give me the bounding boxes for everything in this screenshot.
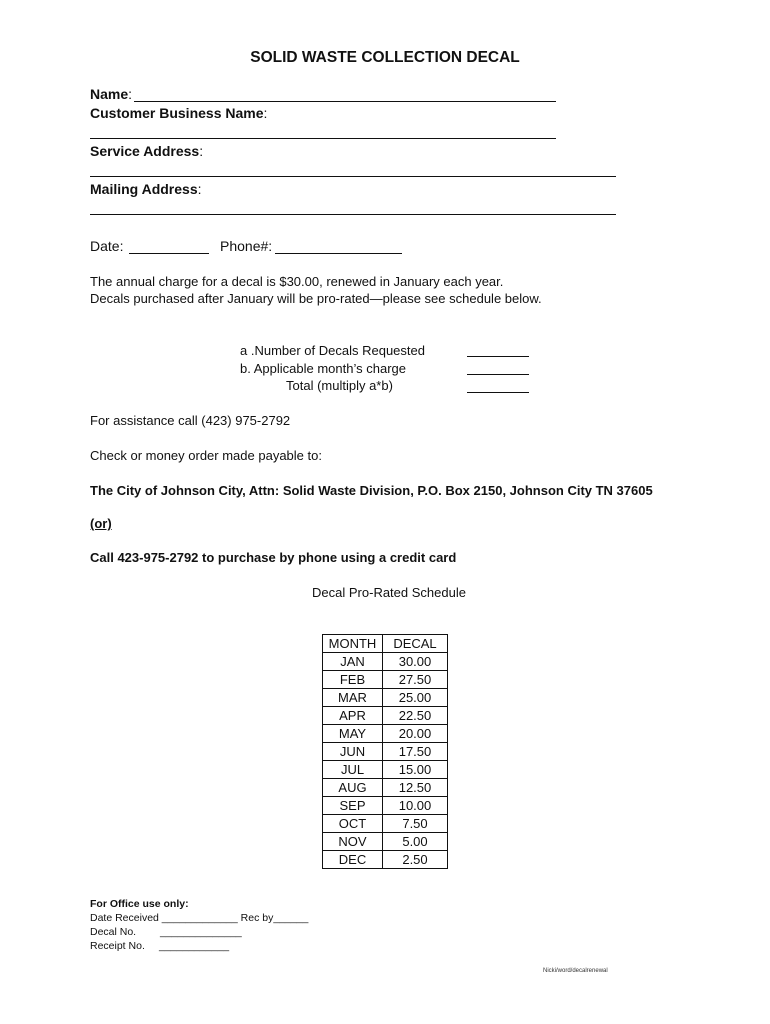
table-row (323, 761, 448, 779)
schedule-decal: 10.00 (383, 797, 448, 815)
service-address-field[interactable] (90, 176, 616, 177)
table-row (323, 833, 448, 851)
office-receipt-no-blank[interactable]: ____________ (159, 940, 230, 952)
assistance-text: For assistance call (423) 975-2792 (90, 413, 291, 428)
service-address-label: Service Address: (90, 143, 204, 159)
mailing-address-field[interactable] (90, 214, 616, 215)
calc-month-charge: b. Applicable month’s charge (240, 361, 406, 376)
schedule-month: FEB (323, 671, 383, 689)
date-field[interactable] (129, 253, 209, 254)
schedule-header-decal: DECAL (383, 635, 448, 653)
schedule-title: Decal Pro-Rated Schedule (312, 585, 466, 600)
schedule-month: MAR (323, 689, 383, 707)
date-label: Date: (90, 238, 124, 254)
phone-field[interactable] (275, 253, 402, 254)
table-row (323, 689, 448, 707)
schedule-header-row (323, 635, 448, 653)
phone-label: Phone#: (220, 238, 273, 254)
schedule-decal: 27.50 (383, 671, 448, 689)
charge-text-line1: The annual charge for a decal is $30.00, renewed in January each year. (90, 274, 504, 289)
table-row (323, 851, 448, 869)
table-row (323, 779, 448, 797)
schedule-decal: 12.50 (383, 779, 448, 797)
table-row (323, 815, 448, 833)
payable-text: Check or money order made payable to: (90, 448, 322, 463)
mailing-address-label: Mailing Address: (90, 181, 202, 197)
business-name-field[interactable] (90, 138, 556, 139)
office-rec-by[interactable]: Rec by______ (240, 912, 309, 924)
prorated-schedule-table (322, 634, 448, 869)
schedule-month: APR (323, 707, 383, 725)
table-row (323, 653, 448, 671)
table-row (323, 671, 448, 689)
schedule-decal: 15.00 (383, 761, 448, 779)
table-row (323, 743, 448, 761)
or-separator: (or) (90, 516, 112, 531)
schedule-decal: 20.00 (383, 725, 448, 743)
table-row (323, 797, 448, 815)
schedule-decal: 22.50 (383, 707, 448, 725)
schedule-month: JAN (323, 653, 383, 671)
schedule-month: JUN (323, 743, 383, 761)
page-title: SOLID WASTE COLLECTION DECAL (250, 49, 520, 66)
phone-purchase-text: Call 423-975-2792 to purchase by phone using a credit card (90, 550, 457, 565)
calc-number-field[interactable] (467, 356, 529, 357)
schedule-month: MAY (323, 725, 383, 743)
office-date-received: Date Received _____________ Rec by______ (90, 912, 309, 924)
calc-total: Total (multiply a*b) (286, 378, 393, 393)
calc-number-of-decals: a .Number of Decals Requested (240, 343, 425, 358)
business-name-label: Customer Business Name: (90, 105, 268, 121)
office-decal-no: Decal No. (90, 926, 137, 938)
office-decal-no-blank[interactable]: ______________ (160, 926, 242, 938)
schedule-header-month: MONTH (323, 635, 383, 653)
office-use-heading: For Office use only: (90, 898, 189, 910)
schedule-decal: 2.50 (383, 851, 448, 869)
schedule-month: JUL (323, 761, 383, 779)
schedule-month: NOV (323, 833, 383, 851)
office-receipt-no: Receipt No. (90, 940, 145, 952)
schedule-month: DEC (323, 851, 383, 869)
schedule-decal: 5.00 (383, 833, 448, 851)
table-row (323, 725, 448, 743)
name-field[interactable] (134, 101, 556, 102)
schedule-decal: 17.50 (383, 743, 448, 761)
calc-total-field[interactable] (467, 392, 529, 393)
schedule-month: SEP (323, 797, 383, 815)
calc-charge-field[interactable] (467, 374, 529, 375)
schedule-decal: 7.50 (383, 815, 448, 833)
payee-address: The City of Johnson City, Attn: Solid Waste Division, P.O. Box 2150, Johnson City TN 37605 (90, 483, 653, 498)
name-label: Name: (90, 86, 133, 102)
schedule-month: OCT (323, 815, 383, 833)
footer-reference: Nicki/word/decalrenewal (543, 968, 608, 974)
schedule-month: AUG (323, 779, 383, 797)
charge-text-line2: Decals purchased after January will be pro-rated—please see schedule below. (90, 291, 542, 306)
schedule-decal: 25.00 (383, 689, 448, 707)
office-date-received-blank[interactable]: _____________ (161, 912, 238, 924)
table-row (323, 707, 448, 725)
schedule-decal: 30.00 (383, 653, 448, 671)
